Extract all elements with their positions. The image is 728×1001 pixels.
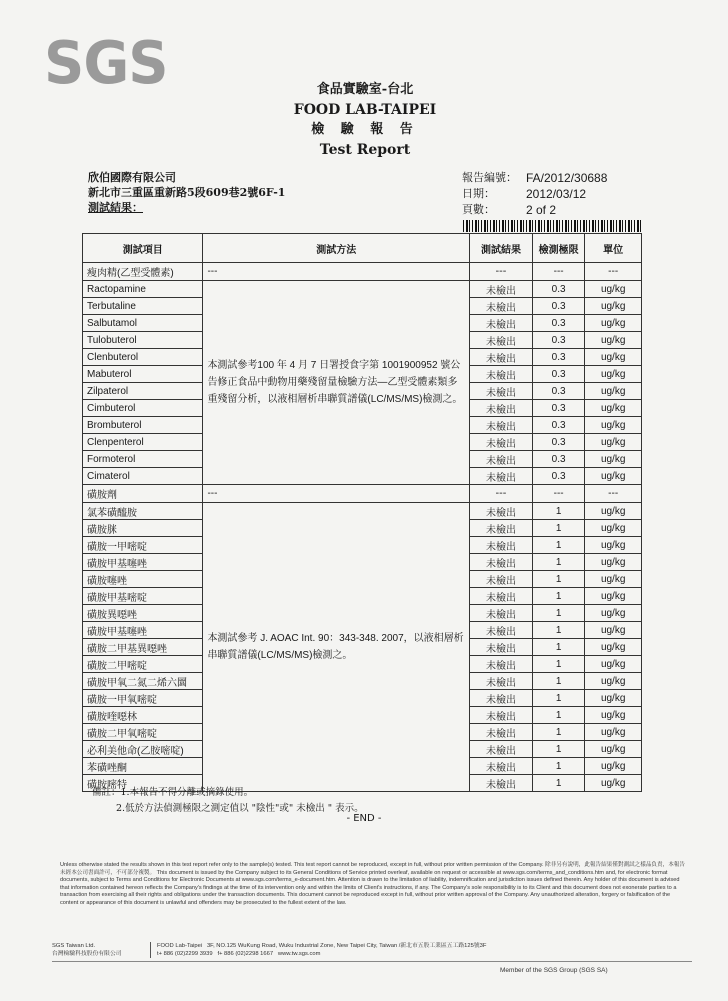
group-unit-dash: --- [585, 485, 642, 503]
test-item: Clenbuterol [83, 349, 203, 366]
sgs-logo: SGS [44, 29, 168, 98]
test-item: Salbutamol [83, 315, 203, 332]
detection-limit: 1 [532, 707, 585, 724]
lab-title-en: FOOD LAB-TAIPEI [293, 102, 437, 118]
footer-fax: f+ 886 (02)2298 1667 [217, 951, 274, 957]
test-method: 本測試參考100 年 4 月 7 日署授食字第 1001900952 號公告修正食品中動物用藥殘留量檢驗方法—乙型受體素類多重殘留分析，以液相層析串聯質譜儀(LC/MS/MS)檢測之。 [203, 281, 470, 485]
report-title [250, 80, 480, 160]
test-item: 磺胺嘧特 [83, 775, 203, 792]
group-unit-dash: --- [585, 263, 642, 281]
unit: ug/kg [585, 622, 642, 639]
detection-limit: 1 [532, 622, 585, 639]
test-item: Terbutaline [83, 298, 203, 315]
unit: ug/kg [585, 451, 642, 468]
unit: ug/kg [585, 554, 642, 571]
header-item: 測試項目 [83, 234, 203, 263]
detection-limit: 1 [532, 639, 585, 656]
test-item: 磺胺一甲嘧啶 [83, 537, 203, 554]
test-result: 未檢出 [470, 383, 533, 400]
test-result: 未檢出 [470, 707, 533, 724]
group-name: 磺胺劑 [83, 485, 203, 503]
test-item: Brombuterol [83, 417, 203, 434]
test-item: 磺胺脒 [83, 520, 203, 537]
test-item: 磺胺異噁唑 [83, 605, 203, 622]
group-method-dash: --- [203, 263, 470, 281]
unit: ug/kg [585, 707, 642, 724]
footer-divider [150, 942, 151, 958]
table-row [83, 503, 642, 520]
test-result: 未檢出 [470, 622, 533, 639]
detection-limit: 0.3 [532, 383, 585, 400]
client-name: 欣伯國際有限公司 [88, 171, 176, 184]
unit: ug/kg [585, 605, 642, 622]
test-item: 磺胺甲基嘧啶 [83, 588, 203, 605]
unit: ug/kg [585, 298, 642, 315]
unit: ug/kg [585, 520, 642, 537]
report-no: FA/2012/30688 [526, 171, 608, 185]
detection-limit: 1 [532, 520, 585, 537]
test-item: 磺胺二甲基異噁唑 [83, 639, 203, 656]
unit: ug/kg [585, 468, 642, 485]
test-item: Mabuterol [83, 366, 203, 383]
group-method-dash: --- [203, 485, 470, 503]
unit: ug/kg [585, 656, 642, 673]
test-result: 未檢出 [470, 741, 533, 758]
test-result: 未檢出 [470, 400, 533, 417]
detection-limit: 0.3 [532, 298, 585, 315]
unit: ug/kg [585, 741, 642, 758]
end-marker: - END - [346, 813, 382, 824]
test-result: 未檢出 [470, 639, 533, 656]
test-item: 磺胺甲基噻唑 [83, 554, 203, 571]
test-result: 未檢出 [470, 588, 533, 605]
header-unit: 單位 [585, 234, 642, 263]
unit: ug/kg [585, 588, 642, 605]
group-result-dash: --- [470, 485, 533, 503]
detection-limit: 0.3 [532, 417, 585, 434]
group-result-dash: --- [470, 263, 533, 281]
legal-disclaimer: Unless otherwise stated the results shown in this test report refer only to the sample(s) tested. This test report cannot be reproduced, except in full, without prior written permission of the Company. 除非另有說明，此報告結果僅對測試之樣品負責，本報告未經本公司書面許可，不可部分複製。 This document is issued by the Company subject to its General Conditions of Service printed overleaf, available on request or accessible at www.sgs.com/terms_and_conditions.htm and, for electronic format documents, subject to Terms and Conditions for Electronic Documents at www.sgs.com/terms_e-document.htm. Attention is drawn to the limitation of liability, indemnification and jurisdiction issues defined therein. Any holder of this document is advised that information contained hereon reflects the Company's findings at the time of its intervention only and within the limits of Client's instructions, if any. The Company's sole responsibility is to its Client and this document does not exonerate parties to a transaction from exercising all their rights and obligations under the transaction documents. This document cannot be reproduced except in full, without prior written approval of the Company. Any unauthorized alteration, forgery or falsification of the content or appearance of this document is unlawful and offenders may be prosecuted to the fullest extent of the law. [60, 862, 685, 906]
test-item: 磺胺一甲氧嘧啶 [83, 690, 203, 707]
client-address: 新北市三重區重新路5段609巷2號6F-1 [88, 186, 286, 199]
detection-limit: 0.3 [532, 468, 585, 485]
group-limit-dash: --- [532, 485, 585, 503]
test-result: 未檢出 [470, 281, 533, 298]
table-body [83, 263, 642, 792]
test-result: 未檢出 [470, 775, 533, 792]
test-item: 氯苯磺醯胺 [83, 503, 203, 520]
detection-limit: 0.3 [532, 332, 585, 349]
group-name: 瘦肉精(乙型受體素) [83, 263, 203, 281]
footer-company-zh: 台灣檢驗科技股份有限公司 [52, 951, 122, 957]
page-count: 2 of 2 [526, 203, 557, 217]
unit: ug/kg [585, 537, 642, 554]
test-result: 未檢出 [470, 503, 533, 520]
detection-limit: 1 [532, 537, 585, 554]
detection-limit: 1 [532, 571, 585, 588]
header-limit: 檢測極限 [532, 234, 585, 263]
sgs-member-note: Member of the SGS Group (SGS SA) [500, 967, 608, 974]
footer-address: 3F, NO.125 WuKung Road, Wuku Industrial Zone, New Taipei City, Taiwan /新北市五股工業區五工路125號3F [206, 943, 487, 949]
test-result: 未檢出 [470, 332, 533, 349]
detection-limit: 0.3 [532, 434, 585, 451]
date-label: 日期： [462, 187, 495, 200]
unit: ug/kg [585, 673, 642, 690]
test-item: 磺胺二甲氧嘧啶 [83, 724, 203, 741]
unit: ug/kg [585, 758, 642, 775]
detection-limit: 1 [532, 724, 585, 741]
unit: ug/kg [585, 571, 642, 588]
lab-title-zh: 食品實驗室-台北 [316, 82, 414, 97]
test-result: 未檢出 [470, 298, 533, 315]
detection-limit: 1 [532, 656, 585, 673]
footer-company [52, 942, 144, 958]
detection-limit: 1 [532, 588, 585, 605]
test-result: 未檢出 [470, 605, 533, 622]
unit: ug/kg [585, 366, 642, 383]
test-item: 磺胺甲氧二氮二烯六圜 [83, 673, 203, 690]
test-result: 未檢出 [470, 554, 533, 571]
test-result: 未檢出 [470, 520, 533, 537]
unit: ug/kg [585, 383, 642, 400]
test-result: 未檢出 [470, 724, 533, 741]
test-item: 必利美他命(乙胺嘧啶) [83, 741, 203, 758]
detection-limit: 1 [532, 605, 585, 622]
detection-limit: 1 [532, 673, 585, 690]
report-date: 2012/03/12 [526, 187, 587, 201]
test-result: 未檢出 [470, 571, 533, 588]
report-no-label: 報告編號： [462, 171, 517, 184]
footer-phone: t+ 886 (02)2299 3939 [157, 951, 213, 957]
unit: ug/kg [585, 417, 642, 434]
header-result: 測試結果 [470, 234, 533, 263]
test-result: 未檢出 [470, 690, 533, 707]
unit: ug/kg [585, 281, 642, 298]
detection-limit: 1 [532, 758, 585, 775]
test-item: Tulobuterol [83, 332, 203, 349]
test-item: 磺胺二甲嘧啶 [83, 656, 203, 673]
test-result: 未檢出 [470, 656, 533, 673]
footer-rule [52, 961, 692, 962]
test-result: 未檢出 [470, 537, 533, 554]
report-meta [462, 170, 607, 218]
unit: ug/kg [585, 775, 642, 792]
test-result: 未檢出 [470, 434, 533, 451]
detection-limit: 1 [532, 690, 585, 707]
unit: ug/kg [585, 400, 642, 417]
detection-limit: 1 [532, 503, 585, 520]
test-result: 未檢出 [470, 673, 533, 690]
detection-limit: 0.3 [532, 281, 585, 298]
table-row [83, 281, 642, 298]
client-info [88, 170, 285, 215]
unit: ug/kg [585, 332, 642, 349]
test-item: Ractopamine [83, 281, 203, 298]
test-result: 未檢出 [470, 417, 533, 434]
unit: ug/kg [585, 315, 642, 332]
footer-contact [157, 942, 486, 958]
test-result: 未檢出 [470, 349, 533, 366]
report-title-en: Test Report [319, 142, 411, 158]
table-group-row [83, 485, 642, 503]
test-result: 未檢出 [470, 366, 533, 383]
table-group-row [83, 263, 642, 281]
unit: ug/kg [585, 503, 642, 520]
test-method: 本測試參考 J. AOAC Int. 90：343-348. 2007，以液相層析串聯質譜儀(LC/MS/MS)檢測之。 [203, 503, 470, 792]
footer-web: www.tw.sgs.com [277, 951, 321, 957]
unit: ug/kg [585, 690, 642, 707]
header-method: 測試方法 [203, 234, 470, 263]
barcode [463, 220, 641, 232]
test-result: 未檢出 [470, 315, 533, 332]
test-result: 未檢出 [470, 451, 533, 468]
detection-limit: 1 [532, 775, 585, 792]
test-item: Cimaterol [83, 468, 203, 485]
group-limit-dash: --- [532, 263, 585, 281]
detection-limit: 0.3 [532, 349, 585, 366]
test-item: Cimbuterol [83, 400, 203, 417]
detection-limit: 1 [532, 741, 585, 758]
pages-label: 頁數： [462, 203, 495, 216]
unit: ug/kg [585, 639, 642, 656]
test-item: Formoterol [83, 451, 203, 468]
table-header-row [83, 234, 642, 263]
unit: ug/kg [585, 724, 642, 741]
note-1: 備註：1.本報告不得分離或摘錄使用。 [92, 787, 254, 798]
detection-limit: 0.3 [532, 366, 585, 383]
results-label: 測試結果： [88, 201, 143, 214]
test-result: 未檢出 [470, 468, 533, 485]
detection-limit: 0.3 [532, 451, 585, 468]
results-table [82, 233, 642, 792]
test-item: Zilpaterol [83, 383, 203, 400]
detection-limit: 0.3 [532, 315, 585, 332]
test-item: 磺胺喹噁林 [83, 707, 203, 724]
detection-limit: 0.3 [532, 400, 585, 417]
test-result: 未檢出 [470, 758, 533, 775]
unit: ug/kg [585, 434, 642, 451]
footer [52, 942, 692, 958]
detection-limit: 1 [532, 554, 585, 571]
report-title-zh: 檢 驗 報 告 [311, 122, 419, 137]
footer-lab: FOOD Lab-Taipei [157, 943, 203, 949]
test-item: 苯磺唑酮 [83, 758, 203, 775]
test-item: 磺胺噻唑 [83, 571, 203, 588]
unit: ug/kg [585, 349, 642, 366]
footer-company-en: SGS Taiwan Ltd. [52, 943, 96, 949]
note-2: 2.低於方法偵測極限之測定值以 "陰性"或" 未檢出 " 表示。 [116, 803, 364, 814]
test-item: 磺胺甲基噻唑 [83, 622, 203, 639]
test-item: Clenpenterol [83, 434, 203, 451]
